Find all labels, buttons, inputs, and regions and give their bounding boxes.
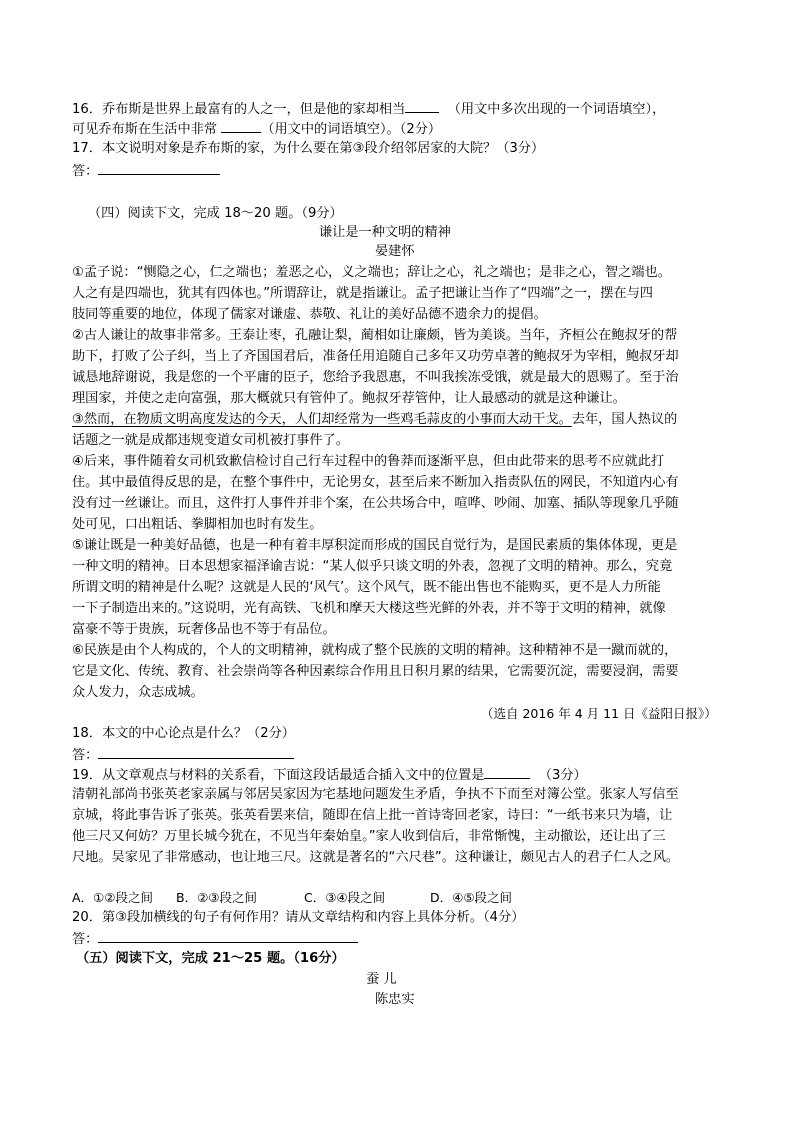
paragraph-line: 一种文明的精神。日本思想家福泽谕吉说：“某人似乎只谈文明的外表，忽视了文明的精神。那么，究竟: [72, 559, 673, 574]
article-title: 谦让是一种文明的精神: [319, 225, 451, 240]
paragraph-line: 话题之一就是成都违规变道女司机被打事件了。: [72, 433, 349, 448]
q16-hint: （用文中多次出现的一个词语填空），: [447, 102, 666, 117]
q16-line2: [72, 118, 441, 140]
option-c[interactable]: C．③④段之间: [304, 890, 386, 905]
option-b[interactable]: B．②③段之间: [176, 890, 257, 905]
q19-passage-line: 京城，将此事告诉了张英。张英看罢来信，随即在信上批一首诗寄回老家，诗曰：“一纸书来只为墙，让: [72, 808, 673, 823]
option-a[interactable]: A．①②段之间: [72, 890, 153, 905]
paragraph-line: ⑤谦让既是一种美好品德，也是一种有着丰厚积淀而形成的国民自觉行为，是国民素质的集体体现，更是: [72, 538, 678, 553]
paragraph-line: 助下，打败了公子纠，当上了齐国国君后，准备任用追随自己多年又功劳卓著的鲍叔牙为宰相，鲍叔牙却: [72, 349, 679, 364]
paragraph-line: 肢同等重要的地位，体现了儒家对谦虚、恭敬、礼让的美好品德不遗余力的提倡。: [72, 307, 547, 322]
paragraph-3-line: [72, 410, 677, 430]
paragraph-line: 处可见，口出粗话、拳脚相加也时有发生。: [72, 517, 323, 532]
paragraph-line: 它是文化、传统、教育、社会崇尚等各种因素综合作用且日积月累的结果，它需要沉淀，需要浸润，需要: [72, 664, 679, 679]
story-title: 蚕 儿: [366, 972, 397, 987]
q19-passage-line: 尺地。吴家见了非常感动，也让地三尺。这就是著名的“六尺巷”。这种谦让，颇见古人的君子仁人之风。: [72, 850, 680, 865]
q16-text: 16．乔布斯是世界上最富有的人之一，但是他的家却相当: [72, 102, 406, 117]
q20-answer-line[interactable]: [98, 928, 358, 943]
paragraph-line: ②古人谦让的故事非常多。王泰让枣，孔融让梨，蔺相如让廉颇，皆为美谈。当年，齐桓公在鲍叔牙的帮: [72, 328, 678, 343]
q16-line1: [72, 98, 665, 120]
paragraph-line: 一下子制造出来的。”这说明，光有高铁、飞机和摩天大楼这些光鲜的外表，并不等于文明的精神，就像: [72, 601, 666, 616]
q16-blank-1[interactable]: [405, 98, 439, 113]
q20-answer-row: [72, 928, 358, 950]
q17-question: 17．本文说明对象是乔布斯的家，为什么要在第③段介绍邻居家的大院？（3分）: [72, 141, 545, 156]
paragraph-line: 诚恳地辞谢说，我是您的一个平庸的臣子，您给予我恩惠，不叫我挨冻受饿，就是最大的恩赐了。至于治: [72, 370, 679, 385]
story-author: 陈忠实: [375, 992, 415, 1007]
q18-answer-line[interactable]: [98, 744, 294, 759]
q17-answer-line[interactable]: [98, 160, 220, 175]
section4-header: （四）阅读下文，完成 18～20 题。（9分）: [88, 206, 343, 221]
paragraph-line: ⑥民族是由个人构成的，个人的文明精神，就构成了整个民族的文明的精神。这种精神不是一蹴而就的，: [72, 643, 678, 658]
q19-score: （3分）: [538, 768, 587, 783]
q17-answer-row: [72, 160, 220, 182]
paragraph-line: 富豪不等于贵族，玩奢侈品也不等于有品位。: [72, 622, 336, 637]
paragraph-line: 人之有是四端也，犹其有四体也。”所谓辞让，就是指谦让。孟子把谦让当作了“四端”之一，摆在与四: [72, 286, 653, 301]
q20-question: 20．第③段加横线的句子有何作用？请从文章结构和内容上具体分析。（4分）: [72, 910, 525, 925]
q19-question: [72, 764, 587, 786]
paragraph-line: 住。其中最值得反思的是，在整个事件中，无论男女，甚至后来不断加入指责队伍的网民，不知道内心有: [72, 475, 679, 490]
underlined-sentence: ③然而，在物质文明高度发达的今天，人们却经常为一些鸡毛蒜皮的小事而大动干戈。: [72, 412, 572, 427]
paragraph-line: ①孟子说：“恻隐之心，仁之端也；羞恶之心，义之端也；辞让之心，礼之端也；是非之心，智之端也。: [72, 265, 671, 280]
paragraph-line: 没有过一丝谦让。而且，这件打人事件并非个案，在公共场合中，喧哗、吵闹、加塞、插队等现象几乎随: [72, 496, 679, 511]
article-author: 晏建怀: [375, 244, 415, 259]
q16-hint-2: （用文中的词语填空）。（2分）: [261, 122, 442, 137]
q19-passage-line: 清朝礼部尚书张英老家亲属与邻居吴家因为宅基地问题发生矛盾，争执不下而至对簿公堂。张家人写信至: [72, 787, 679, 802]
q19-options: [72, 888, 512, 908]
paragraph-text: 去年，国人热议的: [571, 412, 678, 427]
q16-text-2: 可见乔布斯在生活中非常: [72, 122, 218, 137]
q16-blank-2[interactable]: [221, 118, 261, 133]
article-source: （选自 2016 年 4 月 11 日《益阳日报》）: [481, 706, 717, 721]
section5-header: （五）阅读下文，完成 21～25 题。（16分）: [76, 951, 345, 966]
paragraph-line: 众人发力，众志成城。: [72, 685, 204, 700]
paragraph-line: 所谓文明的精神是什么呢？这就是人民的‘风气’。这个风气，既不能出售也不能购买，更不是人力所能: [72, 580, 661, 595]
answer-label: 答：: [72, 748, 99, 763]
answer-label: 答：: [72, 164, 99, 179]
option-d[interactable]: D．④⑤段之间: [430, 890, 513, 905]
q18-answer-row: [72, 744, 294, 766]
q19-blank[interactable]: [484, 764, 530, 779]
q18-question: 18．本文的中心论点是什么？（2分）: [72, 726, 295, 741]
answer-label: 答：: [72, 932, 99, 947]
paragraph-line: ④后来，事件随着女司机致歉信检讨自己行车过程中的鲁莽而逐渐平息，但由此带来的思考不应就此打: [72, 454, 665, 469]
paragraph-line: 理国家，并使之走向富强，那大概就只有管仲了。鲍叔牙荐管仲，让人最感动的就是这种谦让。: [72, 391, 626, 406]
q19-passage-line: 他三尺又何妨？万里长城今犹在，不见当年秦始皇。”家人收到信后，非常惭愧，主动撤讼，还让出了三: [72, 829, 666, 844]
q19-text: 19．从文章观点与材料的关系看，下面这段话最适合插入文中的位置是: [72, 768, 485, 783]
